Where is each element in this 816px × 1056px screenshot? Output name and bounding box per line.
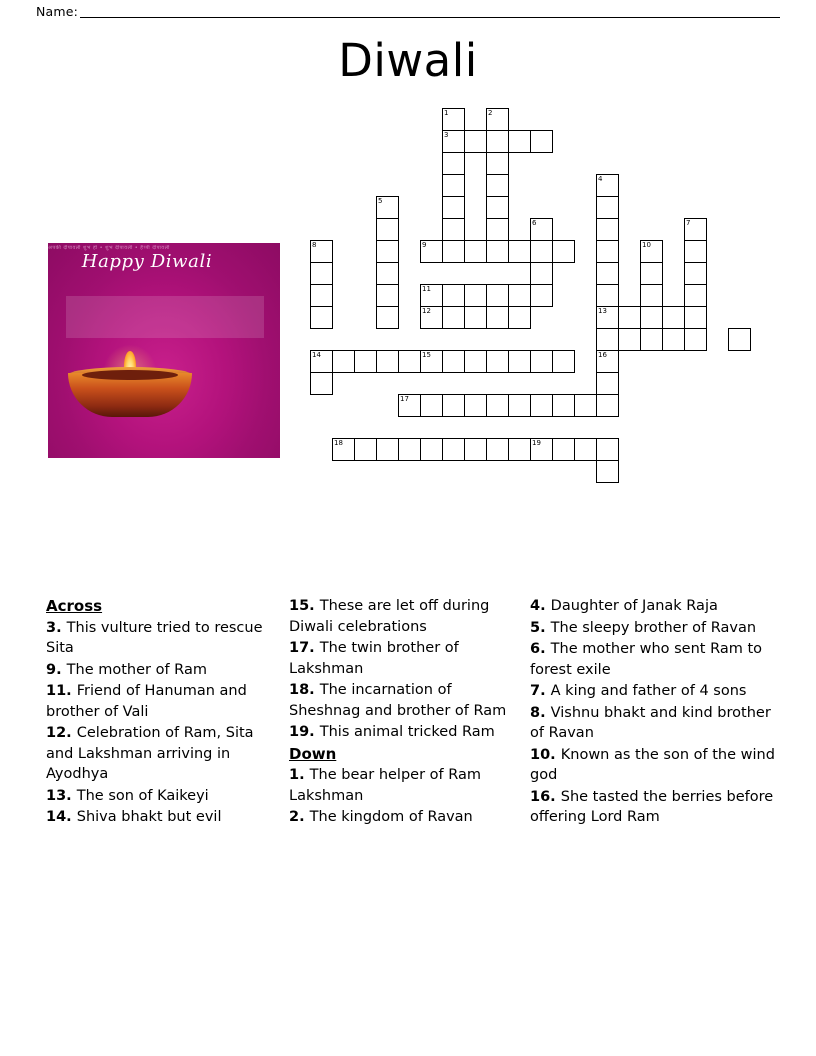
crossword-cell[interactable] (618, 328, 641, 351)
crossword-cell[interactable] (596, 460, 619, 483)
down-clue (530, 618, 776, 639)
clues-section (46, 596, 776, 956)
crossword-cell[interactable] (552, 350, 575, 373)
crossword-cell[interactable] (376, 438, 399, 461)
crossword-cell[interactable] (486, 438, 509, 461)
crossword-cell[interactable] (486, 218, 509, 241)
crossword-cell[interactable] (552, 240, 575, 263)
name-field-line (36, 4, 780, 19)
clue-text: Shiva bhakt but evil (76, 809, 222, 825)
clue-text: She tasted the berries before offering Lord Ram (530, 788, 774, 825)
crossword-cell[interactable] (574, 394, 597, 417)
crossword-cell[interactable] (530, 218, 553, 241)
crossword-cell[interactable] (552, 394, 575, 417)
crossword-cell[interactable] (486, 174, 509, 197)
crossword-cell[interactable] (508, 130, 531, 153)
crossword-cell[interactable] (684, 306, 707, 329)
clue-number: 11. (46, 683, 77, 699)
image-top-text: अपकी दीपावली शुभ हो • शुभ दीपावली • हैप्पी दीपावली (48, 245, 170, 251)
crossword-cell[interactable] (420, 350, 443, 373)
crossword-cell[interactable] (530, 350, 553, 373)
clues-column-2 (289, 596, 519, 829)
crossword-cell-number: 6 (532, 219, 537, 227)
crossword-cell[interactable] (376, 284, 399, 307)
crossword-cell[interactable] (508, 350, 531, 373)
clue-number: 9. (46, 661, 67, 678)
crossword-cell[interactable] (310, 350, 333, 373)
crossword-cell[interactable] (332, 350, 355, 373)
clue-text: The sleepy brother of Ravan (550, 619, 757, 636)
clue-number: 12. (46, 725, 77, 741)
crossword-cell[interactable] (486, 350, 509, 373)
crossword-cell[interactable] (420, 438, 443, 461)
crossword-cell[interactable] (310, 284, 333, 307)
crossword-cell[interactable] (596, 306, 619, 329)
crossword-cell[interactable] (574, 438, 597, 461)
crossword-cell[interactable] (420, 306, 443, 329)
crossword-cell[interactable] (310, 262, 333, 285)
crossword-cell[interactable] (376, 196, 399, 219)
page-title: Diwali (338, 34, 478, 87)
crossword-cell-number: 17 (400, 395, 409, 403)
crossword-cell[interactable] (442, 152, 465, 175)
across-clue (46, 660, 274, 681)
crossword-cell[interactable] (530, 438, 553, 461)
crossword-cell[interactable] (442, 196, 465, 219)
crossword-cell[interactable] (618, 306, 641, 329)
crossword-cell-number: 2 (488, 109, 493, 117)
crossword-cell[interactable] (442, 394, 465, 417)
clue-number: 17. (289, 640, 320, 656)
crossword-cell[interactable] (596, 372, 619, 395)
crossword-cell[interactable] (486, 306, 509, 329)
diya-inner (82, 370, 178, 380)
clue-number: 18. (289, 682, 320, 698)
crossword-cell[interactable] (684, 218, 707, 241)
crossword-cell-number: 16 (598, 351, 607, 359)
across-clue (289, 638, 519, 679)
clue-number: 15. (289, 598, 320, 614)
clues-column-3 (530, 596, 776, 829)
crossword-cell[interactable] (596, 438, 619, 461)
crossword-cell[interactable] (486, 394, 509, 417)
crossword-cell[interactable] (596, 174, 619, 197)
crossword-cell[interactable] (376, 240, 399, 263)
crossword-cell[interactable] (464, 240, 487, 263)
crossword-cell[interactable] (354, 350, 377, 373)
crossword-cell[interactable] (596, 240, 619, 263)
crossword-cell-number: 19 (532, 439, 541, 447)
crossword-cell[interactable] (508, 306, 531, 329)
crossword-cell[interactable] (596, 196, 619, 219)
clue-text: Vishnu bhakt and kind brother of Ravan (530, 704, 771, 741)
clues-column-1 (46, 596, 274, 829)
crossword-cell[interactable] (640, 328, 663, 351)
across-clue (46, 723, 274, 785)
crossword-cell[interactable] (442, 108, 465, 131)
down-clue (530, 681, 776, 702)
clue-text: These are let off during Diwali celebrations (289, 598, 490, 635)
name-label: Name: (36, 4, 79, 19)
crossword-cell[interactable] (684, 328, 707, 351)
crossword-cell[interactable] (486, 152, 509, 175)
crossword-cell[interactable] (442, 438, 465, 461)
crossword-cell[interactable] (530, 240, 553, 263)
crossword-cell[interactable] (486, 196, 509, 219)
crossword-cell[interactable] (728, 328, 751, 351)
crossword-cell[interactable] (442, 306, 465, 329)
crossword-cell[interactable] (596, 262, 619, 285)
crossword-cell[interactable] (596, 350, 619, 373)
across-clue (46, 786, 274, 807)
clue-text: Known as the son of the wind god (530, 746, 775, 783)
crossword-cell[interactable] (596, 394, 619, 417)
diwali-diya-image (48, 243, 280, 458)
across-clue (289, 722, 519, 743)
crossword-cell-number: 7 (686, 219, 691, 227)
crossword-cell[interactable] (508, 284, 531, 307)
crossword-cell[interactable] (508, 394, 531, 417)
crossword-cell[interactable] (464, 394, 487, 417)
greeting-band (66, 296, 264, 338)
crossword-cell[interactable] (464, 306, 487, 329)
crossword-cell[interactable] (442, 218, 465, 241)
crossword-cell[interactable] (684, 284, 707, 307)
crossword-cell[interactable] (596, 284, 619, 307)
clue-text: The son of Kaikeyi (76, 787, 209, 804)
crossword-cell[interactable] (464, 350, 487, 373)
clue-text: A king and father of 4 sons (550, 683, 747, 699)
crossword-cell-number: 1 (444, 109, 449, 117)
crossword-cell[interactable] (640, 262, 663, 285)
across-clue (289, 680, 519, 721)
crossword-cell[interactable] (530, 262, 553, 285)
clue-text: The twin brother of Lakshman (289, 640, 459, 677)
crossword-cell[interactable] (354, 438, 377, 461)
crossword-cell[interactable] (640, 284, 663, 307)
clue-number: 2. (289, 809, 310, 825)
crossword-cell[interactable] (464, 284, 487, 307)
clue-text: This vulture tried to rescue Sita (46, 619, 263, 656)
crossword-cell[interactable] (442, 174, 465, 197)
crossword-cell[interactable] (530, 284, 553, 307)
crossword-cell[interactable] (596, 218, 619, 241)
clue-text: Friend of Hanuman and brother of Vali (46, 683, 247, 720)
clue-number: 4. (530, 598, 551, 614)
clue-number: 14. (46, 809, 77, 825)
clue-number: 8. (530, 704, 551, 721)
crossword-cell[interactable] (310, 240, 333, 263)
across-clue (46, 618, 274, 659)
crossword-cell[interactable] (376, 350, 399, 373)
down-clue (289, 807, 519, 828)
crossword-cell[interactable] (508, 240, 531, 263)
crossword-cell[interactable] (530, 130, 553, 153)
crossword-cell[interactable] (640, 240, 663, 263)
crossword-cell[interactable] (376, 218, 399, 241)
crossword-cell[interactable] (486, 240, 509, 263)
clue-number: 5. (530, 619, 551, 636)
crossword-cell[interactable] (398, 438, 421, 461)
crossword-cell[interactable] (420, 394, 443, 417)
clue-number: 16. (530, 788, 561, 805)
crossword-cell-number: 4 (598, 175, 603, 183)
clue-text: This animal tricked Ram (319, 724, 495, 740)
crossword-cell[interactable] (486, 284, 509, 307)
crossword-cell[interactable] (662, 306, 685, 329)
clue-text: Celebration of Ram, Sita and Lakshman arriving in Ayodhya (46, 725, 254, 782)
crossword-cell-number: 11 (422, 285, 431, 293)
crossword-cell[interactable] (486, 130, 509, 153)
crossword-cell-number: 13 (598, 307, 607, 315)
crossword-cell[interactable] (310, 372, 333, 395)
crossword-cell-number: 18 (334, 439, 343, 447)
crossword-cell[interactable] (464, 130, 487, 153)
crossword-cell-number: 10 (642, 241, 651, 249)
clue-number: 1. (289, 767, 310, 783)
crossword-cell[interactable] (442, 350, 465, 373)
crossword-cell-number: 8 (312, 241, 317, 249)
clue-text: The mother of Ram (66, 661, 207, 678)
down-heading: Down (289, 744, 337, 763)
clue-number: 10. (530, 746, 561, 763)
crossword-cell[interactable] (310, 306, 333, 329)
down-clue (530, 745, 776, 786)
crossword-cell-number: 15 (422, 351, 431, 359)
crossword-cell[interactable] (640, 306, 663, 329)
crossword-cell[interactable] (442, 240, 465, 263)
clue-text: The bear helper of Ram Lakshman (289, 767, 482, 804)
clue-number: 3. (46, 619, 67, 636)
crossword-cell-number: 12 (422, 307, 431, 315)
crossword-cell[interactable] (332, 438, 355, 461)
crossword-cell[interactable] (398, 394, 421, 417)
greeting-text: Happy Diwali (81, 251, 213, 272)
clue-number: 19. (289, 724, 320, 740)
crossword-cell[interactable] (530, 394, 553, 417)
down-clue (530, 639, 776, 680)
crossword-cell[interactable] (486, 108, 509, 131)
down-clue (530, 596, 776, 617)
across-clue (46, 807, 274, 828)
crossword-cell[interactable] (596, 328, 619, 351)
clue-text: The incarnation of Sheshnag and brother of Ram (289, 682, 507, 719)
crossword-cell-number: 9 (422, 241, 427, 249)
crossword-cell[interactable] (376, 306, 399, 329)
crossword-cell-number: 3 (444, 131, 449, 139)
down-clue (530, 787, 776, 828)
down-clue (289, 765, 519, 806)
crossword-cell[interactable] (662, 328, 685, 351)
clue-number: 6. (530, 641, 551, 657)
crossword-cell[interactable] (684, 262, 707, 285)
crossword-cell-number: 5 (378, 197, 383, 205)
across-clue (46, 681, 274, 722)
clue-number: 13. (46, 787, 77, 804)
crossword-cell[interactable] (508, 438, 531, 461)
crossword-cell[interactable] (398, 350, 421, 373)
clue-text: The kingdom of Ravan (309, 809, 473, 825)
down-clue (530, 703, 776, 744)
name-write-line[interactable] (80, 5, 780, 18)
crossword-cell[interactable] (376, 262, 399, 285)
crossword-cell[interactable] (420, 284, 443, 307)
across-clue (289, 596, 519, 637)
diya-lamp-icon (68, 351, 192, 417)
clue-text: The mother who sent Ram to forest exile (530, 641, 763, 678)
clue-number: 7. (530, 683, 551, 699)
clue-text: Daughter of Janak Raja (550, 598, 718, 614)
crossword-cell[interactable] (552, 438, 575, 461)
crossword-cell[interactable] (442, 284, 465, 307)
crossword-cell[interactable] (684, 240, 707, 263)
across-heading: Across (46, 597, 103, 615)
crossword-cell[interactable] (464, 438, 487, 461)
crossword-cell[interactable] (442, 130, 465, 153)
crossword-cell[interactable] (420, 240, 443, 263)
crossword-cell-number: 14 (312, 351, 321, 359)
